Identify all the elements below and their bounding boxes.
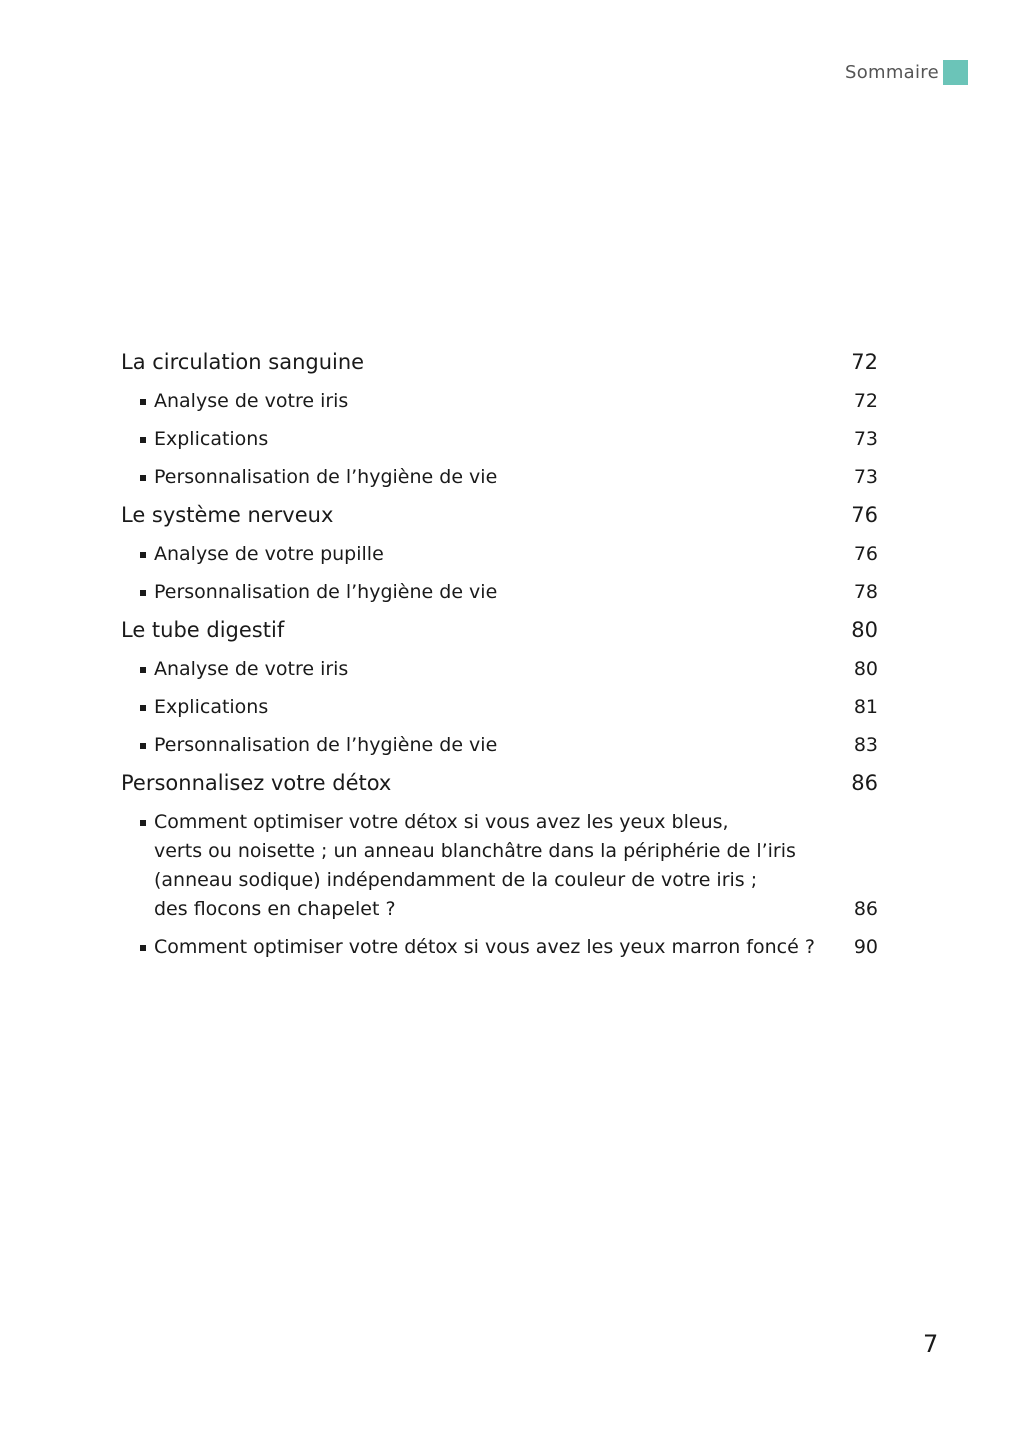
toc-item-page: 90	[853, 936, 878, 958]
toc-item-lines	[154, 933, 815, 962]
toc-section-page: 72	[851, 350, 878, 374]
toc-section-page: 80	[851, 618, 878, 642]
toc-item-line: Analyse de votre iris	[154, 658, 349, 680]
toc-item-lines	[154, 693, 268, 722]
square-bullet-icon	[140, 705, 146, 711]
page-number: 7	[923, 1330, 939, 1358]
toc-item-lines	[154, 808, 796, 924]
toc-item-row	[121, 463, 878, 492]
toc-item-text	[140, 808, 796, 924]
running-header	[845, 60, 968, 85]
toc-item-text	[140, 463, 497, 492]
square-bullet-icon	[140, 945, 146, 951]
toc-item-text	[140, 578, 497, 607]
toc-section-page: 76	[851, 503, 878, 527]
toc-item-lines	[154, 731, 497, 760]
toc-item-text	[140, 425, 268, 454]
toc-section-title: Personnalisez votre détox	[121, 771, 392, 795]
toc-item-row	[121, 655, 878, 684]
square-bullet-icon	[140, 590, 146, 596]
toc-item-row	[121, 578, 878, 607]
toc-item-page: 83	[853, 734, 878, 756]
toc-item-page: 86	[853, 898, 878, 920]
toc-item-page: 72	[853, 390, 878, 412]
toc-item-row	[121, 425, 878, 454]
square-bullet-icon	[140, 437, 146, 443]
toc-section-title: Le système nerveux	[121, 503, 334, 527]
square-bullet-icon	[140, 475, 146, 481]
toc-item-row	[121, 693, 878, 722]
header-title: Sommaire	[844, 62, 939, 83]
toc-item-line: Explications	[154, 696, 269, 718]
toc-item-line: Analyse de votre pupille	[154, 543, 384, 565]
toc-item-text	[140, 693, 268, 722]
toc-section-row	[121, 767, 878, 799]
toc-item-page: 81	[853, 696, 878, 718]
toc-item-line: Comment optimiser votre détox si vous avez les yeux bleus,	[154, 811, 729, 833]
toc-section-title: Le tube digestif	[121, 618, 285, 642]
toc-item-lines	[154, 540, 384, 569]
toc-item-row	[121, 933, 878, 962]
square-bullet-icon	[140, 399, 146, 405]
toc-item-lines	[154, 387, 348, 416]
square-bullet-icon	[140, 667, 146, 673]
toc-section-row	[121, 614, 878, 646]
toc-item-line: verts ou noisette ; un anneau blanchâtre dans la périphérie de l’iris	[154, 840, 796, 862]
toc-item-line: Personnalisation de l’hygiène de vie	[154, 466, 498, 488]
toc-item-row	[121, 540, 878, 569]
toc-item-text	[140, 731, 497, 760]
toc-item-text	[140, 387, 348, 416]
toc-item-line: des flocons en chapelet ?	[154, 898, 396, 920]
toc-item-row	[121, 731, 878, 760]
square-bullet-icon	[140, 820, 146, 826]
toc-item-text	[140, 540, 384, 569]
square-bullet-icon	[140, 552, 146, 558]
toc-item-lines	[154, 578, 497, 607]
toc-item-text	[140, 655, 348, 684]
toc-item-page: 73	[853, 466, 878, 488]
toc-item-line: (anneau sodique) indépendamment de la couleur de votre iris ;	[154, 869, 758, 891]
toc-section-row	[121, 346, 878, 378]
toc-item-line: Explications	[154, 428, 269, 450]
toc-item-row	[121, 387, 878, 416]
toc-item-page: 76	[853, 543, 878, 565]
toc-item-line: Personnalisation de l’hygiène de vie	[154, 581, 498, 603]
toc-item-line: Comment optimiser votre détox si vous avez les yeux marron foncé ?	[154, 936, 815, 958]
toc-item-line: Analyse de votre iris	[154, 390, 349, 412]
table-of-contents	[121, 346, 878, 962]
toc-item-page: 80	[853, 658, 878, 680]
toc-item-page: 78	[853, 581, 878, 603]
toc-section-row	[121, 499, 878, 531]
header-accent-square	[943, 60, 968, 85]
toc-item-lines	[154, 463, 497, 492]
toc-section-title: La circulation sanguine	[121, 350, 365, 374]
toc-item-lines	[154, 425, 268, 454]
toc-item-row	[121, 808, 878, 924]
square-bullet-icon	[140, 743, 146, 749]
toc-item-text	[140, 933, 815, 962]
toc-item-lines	[154, 655, 348, 684]
toc-item-page: 73	[853, 428, 878, 450]
toc-section-page: 86	[851, 771, 878, 795]
toc-item-line: Personnalisation de l’hygiène de vie	[154, 734, 498, 756]
